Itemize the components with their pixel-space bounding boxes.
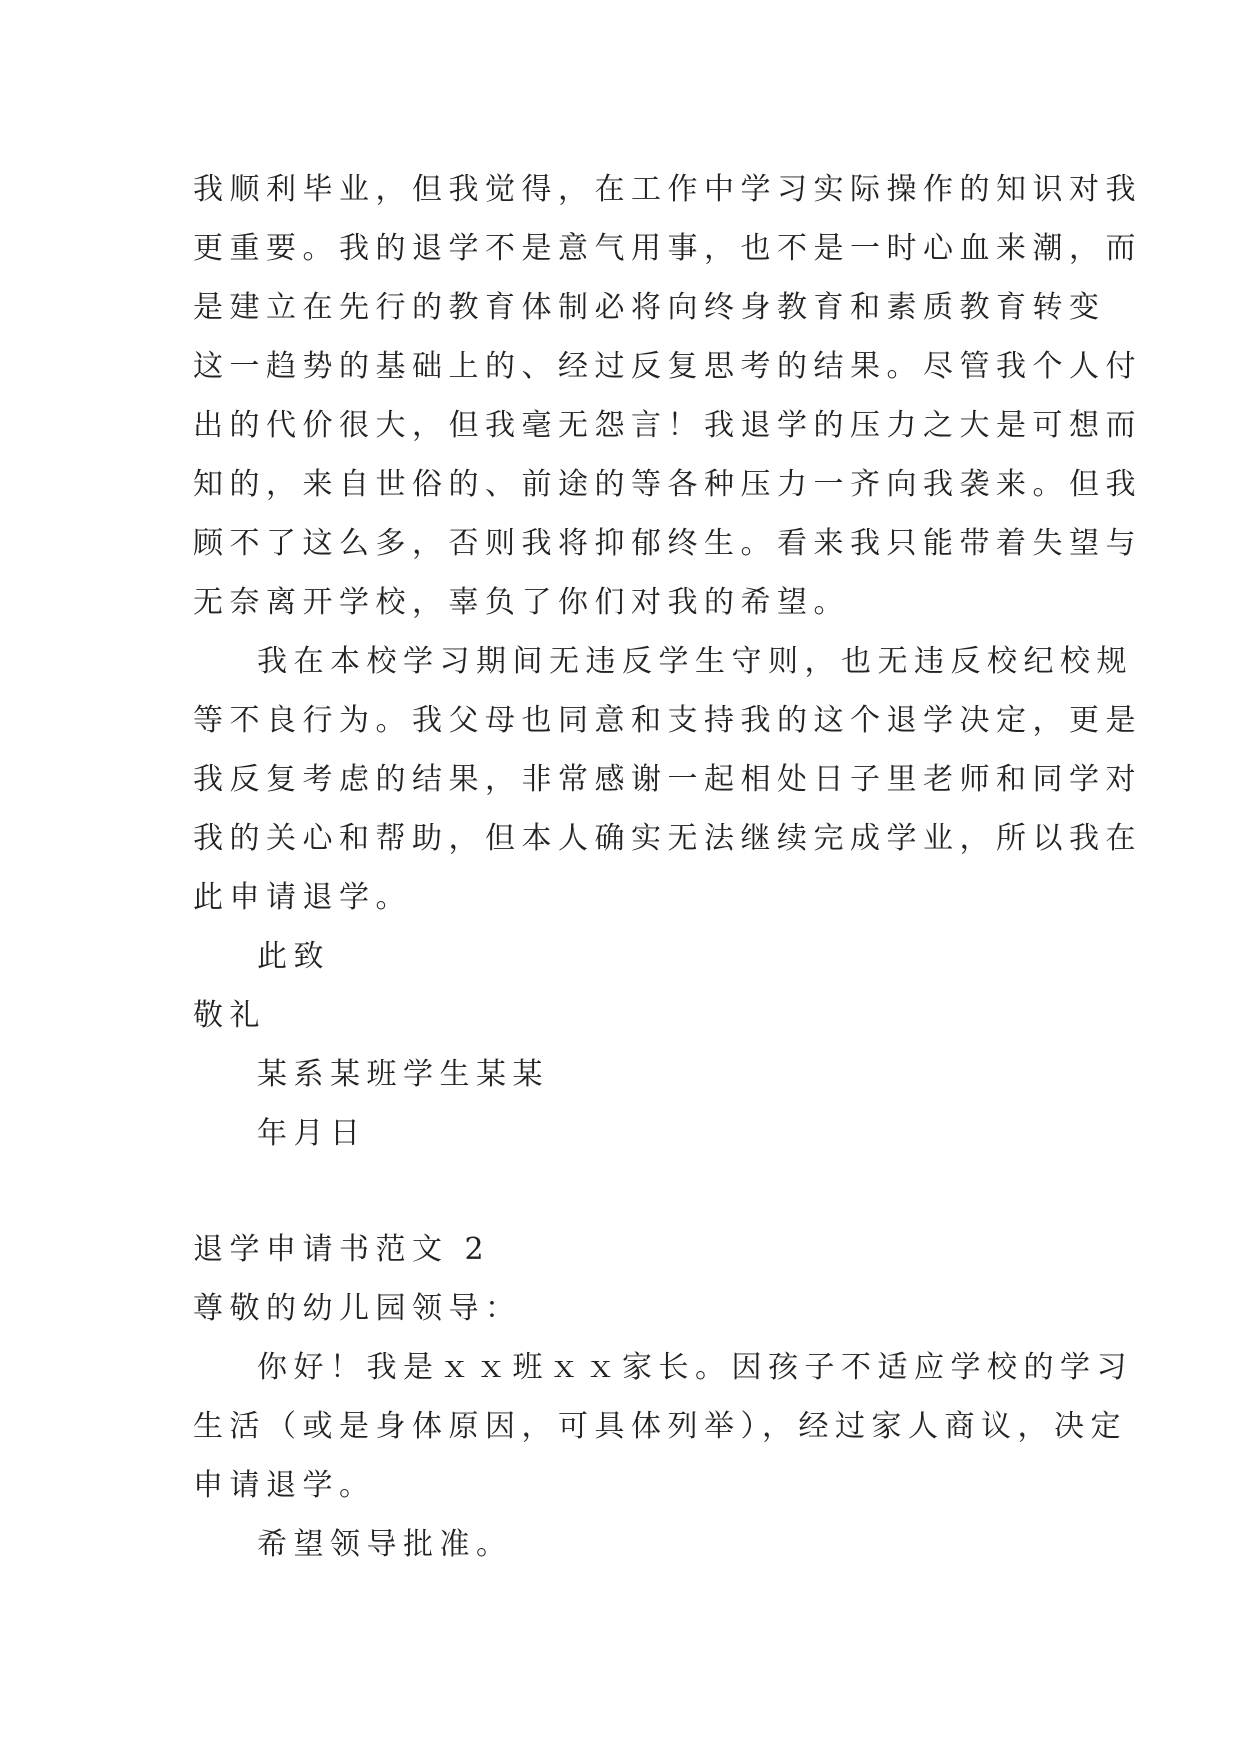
closing-regards: 敬礼: [193, 998, 266, 1033]
paragraph-line: 知的，来自世俗的、前途的等各种压力一齐向我袭来。但我: [193, 467, 1142, 502]
paragraph-line: 申请退学。: [193, 1468, 376, 1503]
signature-name: 某系某班学生某某: [257, 1057, 549, 1092]
paragraph-line: 顾不了这么多，否则我将抑郁终生。看来我只能带着失望与: [193, 526, 1142, 561]
paragraph-line: 我反复考虑的结果，非常感谢一起相处日子里老师和同学对: [193, 762, 1142, 797]
paragraph-line: 是建立在先行的教育体制必将向终身教育和素质教育转变: [193, 290, 1106, 325]
section-title: 退学申请书范文 2: [193, 1232, 491, 1267]
paragraph-line: 无奈离开学校，辜负了你们对我的希望。: [193, 585, 850, 620]
paragraph-line: 我顺利毕业，但我觉得，在工作中学习实际操作的知识对我: [193, 172, 1142, 207]
section-gap: [193, 1163, 1053, 1220]
paragraph-line: 希望领导批准。: [257, 1527, 513, 1562]
closing-salutation: 此致: [257, 939, 330, 974]
paragraph-line: 此申请退学。: [193, 880, 412, 915]
paragraph-line: 等不良行为。我父母也同意和支持我的这个退学决定，更是: [193, 703, 1142, 738]
paragraph-line: 我在本校学习期间无违反学生守则，也无违反校纪校规: [257, 644, 1133, 679]
paragraph-line: 更重要。我的退学不是意气用事，也不是一时心血来潮，而: [193, 231, 1142, 266]
signature-date: 年月日: [257, 1116, 367, 1151]
paragraph-line: 这一趋势的基础上的、经过反复思考的结果。尽管我个人付: [193, 349, 1142, 384]
paragraph-line: 生活（或是身体原因，可具体列举），经过家人商议，决定: [193, 1409, 1127, 1444]
paragraph-line: 你好！我是ｘｘ班ｘｘ家长。因孩子不适应学校的学习: [257, 1350, 1133, 1385]
document-body: [193, 160, 1142, 1574]
paragraph-line: 出的代价很大，但我毫无怨言！我退学的压力之大是可想而: [193, 408, 1142, 443]
letter-greeting: 尊敬的幼儿园领导：: [193, 1291, 522, 1326]
paragraph-line: 我的关心和帮助，但本人确实无法继续完成学业，所以我在: [193, 821, 1142, 856]
